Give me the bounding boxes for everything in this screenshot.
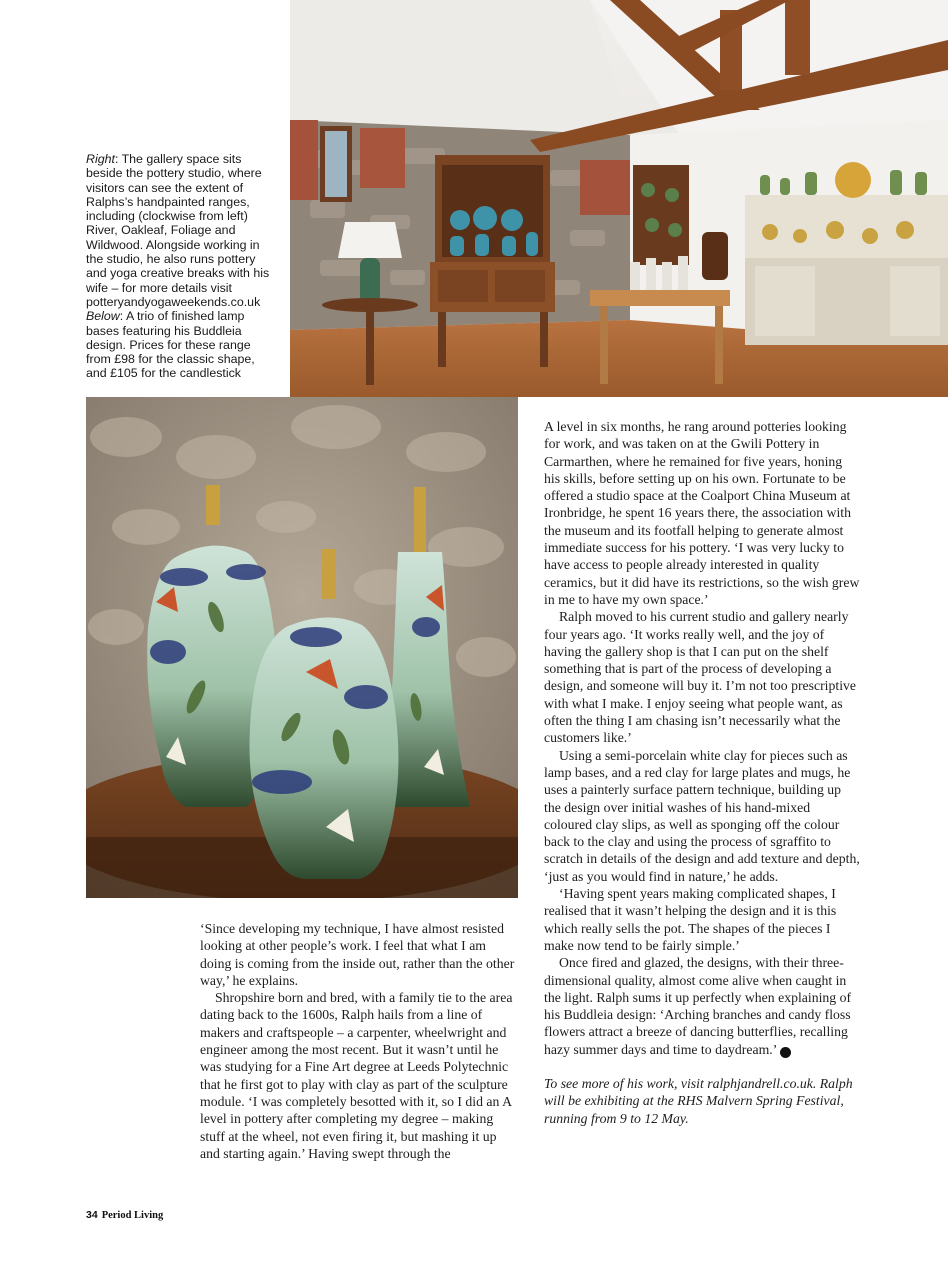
caption-right-label: Right [86, 152, 115, 166]
lamps-photo [86, 397, 518, 898]
article-column-right [544, 418, 860, 1127]
end-mark-icon: PL [780, 1047, 791, 1058]
caption-below-text: : A trio of finished lamp bases featuring his Buddleia design. Prices for these range from £98 for the classic shape, and £105 for the candlestick [86, 309, 255, 381]
gallery-photo [290, 0, 948, 397]
body-paragraph-text: Once fired and glazed, the designs, with their three-dimensional quality, almost come alive when caught in the light. Ralph sums it up perfectly when explaining of his Buddleia design: ‘Arching branches and candy floss flowers attract a breeze of dancing butterflies, recalling hazy summer days and time to daydream.’ [544, 955, 852, 1057]
article-footnote: To see more of his work, visit ralphjandrell.co.uk. Ralph will be exhibiting at the RHS Malvern Spring Festival, running from 9 to 12 May. [544, 1075, 853, 1126]
article-column-left [200, 920, 516, 1162]
body-paragraph: ‘Since developing my technique, I have almost resisted looking at other people’s work. I feel that what I am doing is coming from the inside out, rather than the other way,’ he explains. [200, 921, 515, 988]
lamps-illustration [86, 397, 518, 898]
body-paragraph: A level in six months, he rang around potteries looking for work, and was taken on at the Gwili Pottery in Carmarthen, where he remained for five years, honing his skills, before setting up on his own. Fortunate to be offered a studio space at the Coalport China Museum at Ironbridge, he spent 16 years there, the association with the museum and its footfall helping to generate almost immediate success for his pottery. ‘I was very lucky to have access to people already interested in quality ceramics, but it did have its restrictions, so the wish grew in me to have my own space.’ [544, 419, 860, 607]
caption-below-label: Below [86, 309, 120, 324]
body-paragraph: Shropshire born and bred, with a family tie to the area dating back to the 1600s, Ralph hails from a line of makers and craftspeople – a carpenter, wheelwright and engineer among the most recent. But it wasn’t until he was studying for a Fine Art degree at Leeds Polytechnic that he first got to play with clay as part of the sculpture module. ‘I was completely besotted with it, so I did an A level in pottery after completing my degree – making stuff at the wheel, not even firing it, but mashing it up and starting again.’ Having swept through the [200, 990, 513, 1161]
body-paragraph: ‘Having spent years making complicated shapes, I realised that it wasn’t helping the design and it is this which really sells the pot. The shapes of the pieces I make now tend to be fairly simple.’ [544, 886, 837, 953]
body-paragraph: Using a semi-porcelain white clay for pieces such as lamp bases, and a red clay for large plates and mugs, he uses a painterly surface pattern technique, building up the design over initial washes of his hand-mixed coloured clay slips, as well as sponging off the colour back to the clay and using the process of sgraffito to scratch in details of the design and add texture and depth, ‘just as you would find in nature,’ he adds. [544, 747, 860, 884]
gallery-illustration [290, 0, 948, 397]
caption-paragraph [86, 152, 278, 381]
caption-right-text: : The gallery space sits beside the pottery studio, where visitors can see the extent of Ralphs’s handpainted ranges, including (clockwise from left) River, Oakleaf, Foliage and Wildwood. Alongside working in the studio, he also runs pottery and yoga creative breaks with his wife – for more details visit potteryandyogaweekends.co.uk [86, 152, 270, 309]
page-folio [86, 1209, 163, 1221]
magazine-name: Period Living [101, 1210, 164, 1221]
page-number: 34 [86, 1209, 98, 1221]
photo-caption [86, 152, 278, 381]
body-paragraph: Ralph moved to his current studio and gallery nearly four years ago. ‘It works really well, and the joy of having the gallery shop is that I can put on the shelf something that is part of the process of developing a design, and someone will buy it. I’m not too prescriptive with what I make. I enjoy seeing what people want, as often the thing I am chasing isn’t necessarily what the customers like.’ [544, 609, 856, 746]
body-paragraph-last [544, 954, 860, 1058]
